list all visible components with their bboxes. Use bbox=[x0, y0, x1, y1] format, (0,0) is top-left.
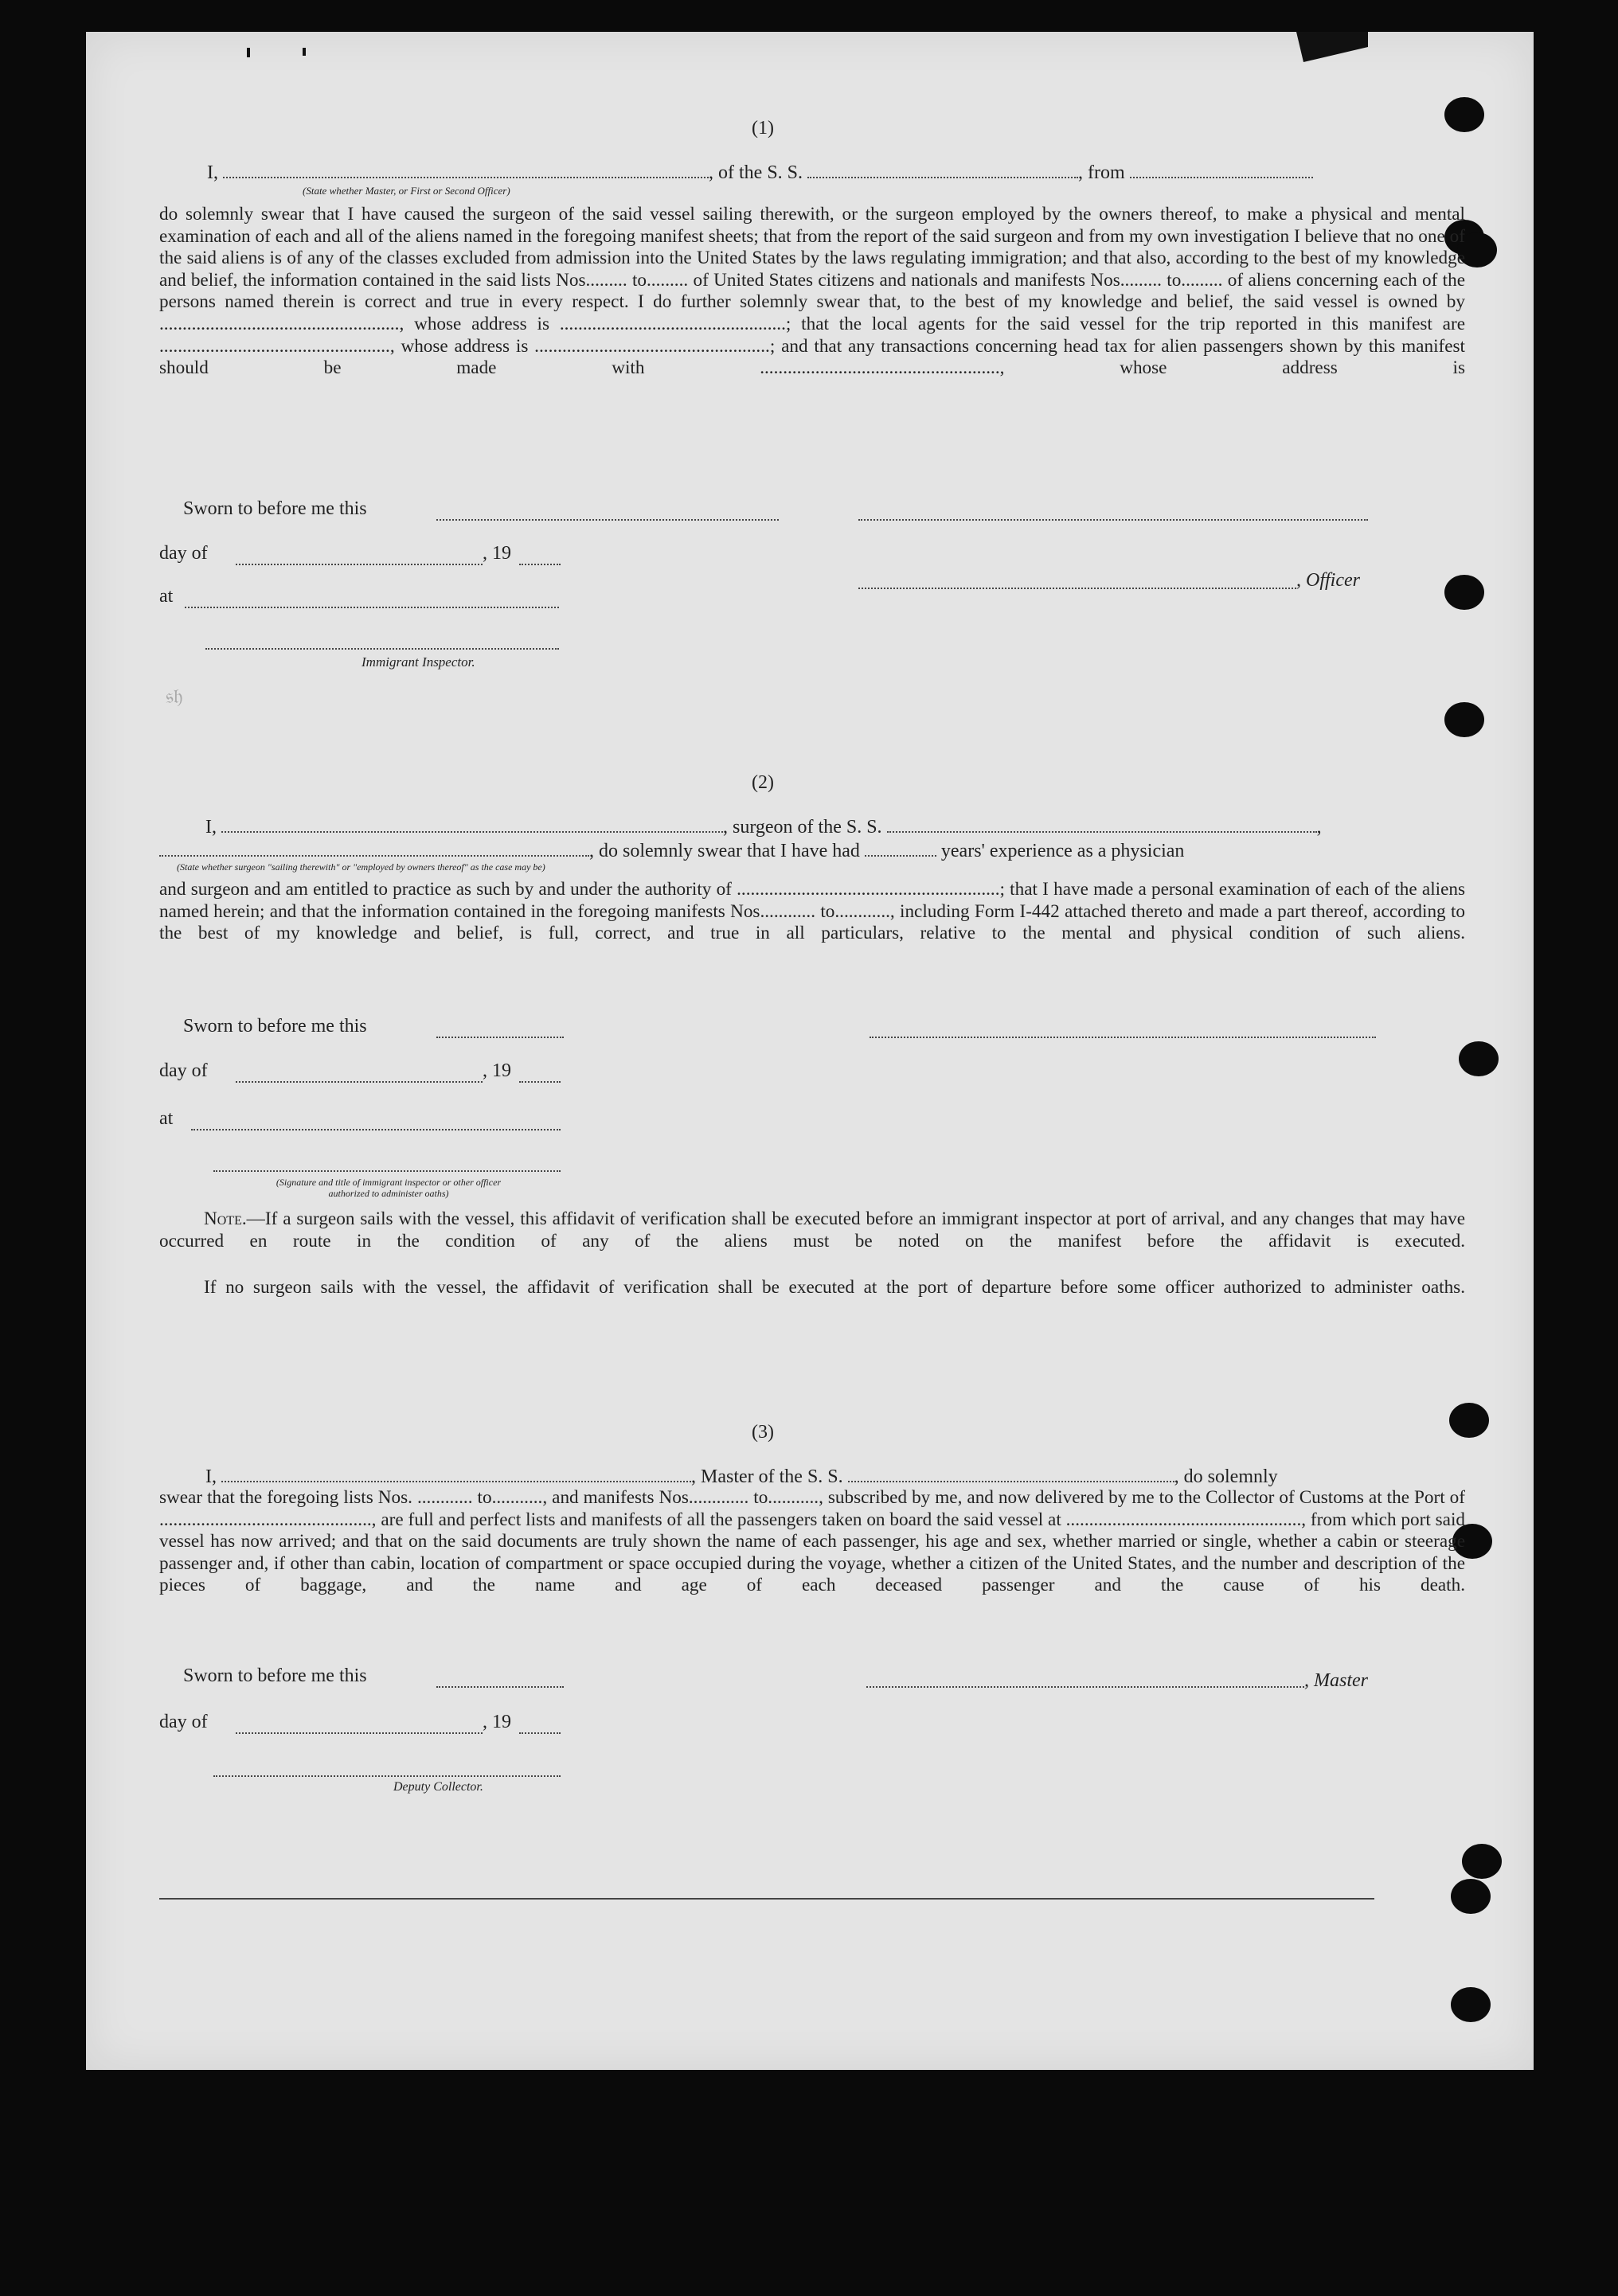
punch-hole bbox=[1462, 1844, 1502, 1879]
punch-hole bbox=[1444, 97, 1484, 132]
label-i: I, bbox=[205, 817, 217, 838]
section-1-day-label: day of bbox=[159, 543, 208, 564]
section-1-officer-field[interactable] bbox=[858, 586, 1296, 589]
section-2-subcaption: (State whether surgeon "sailing therewith" or "employed by owners thereof" as the case may be) bbox=[177, 861, 545, 873]
section-1-subcaption: (State whether Master, or First or Second Officer) bbox=[303, 185, 510, 197]
label-surgeon-ss: , surgeon of the S. S. bbox=[723, 817, 882, 838]
section-2-body: and surgeon and am entitled to practice as such by and under the authority of .........................................................; that I have made a personal examination of each of the aliens named herein; and that the information contained in the foregoing manifests Nos............ to............, including Form I-442 attached thereto and made a part thereof, according to the best of my knowledge and belief, is full, correct, and true in all particulars, relative to the mental and physical condition of such aliens. bbox=[159, 879, 1465, 944]
surgeon-vessel-field[interactable] bbox=[887, 815, 1317, 833]
section-3-year-field[interactable] bbox=[519, 1731, 561, 1734]
label-master-ss: , Master of the S. S. bbox=[691, 1466, 843, 1487]
section-2-note bbox=[159, 1209, 1465, 1252]
section-1-sworn-label: Sworn to before me this bbox=[183, 498, 367, 519]
punch-hole bbox=[1451, 1879, 1491, 1914]
section-1-number: (1) bbox=[752, 118, 774, 139]
section-1-at-field[interactable] bbox=[185, 605, 559, 608]
section-1-signature-field[interactable] bbox=[858, 517, 1368, 521]
section-1-at-label: at bbox=[159, 586, 174, 607]
section-2-at-field[interactable] bbox=[191, 1127, 561, 1130]
section-1-officer-label: , Officer bbox=[1296, 570, 1360, 591]
section-1-day-field[interactable] bbox=[236, 562, 483, 565]
label-swear: , do solemnly swear that I have had bbox=[589, 841, 860, 861]
scan-mark bbox=[247, 48, 250, 57]
section-1-sworn-field[interactable] bbox=[436, 517, 779, 521]
note-text: —If a surgeon sails with the vessel, this affidavit of verification shall be executed before an immigrant inspector at port of arrival, and any changes that may have occurred en route in the condition of any of the aliens must be noted on the manifest before the affidavit is executed. bbox=[159, 1209, 1465, 1251]
section-2-header-line: I, , surgeon of the S. S. , bbox=[205, 817, 1322, 838]
label-years: years' experience as a physician bbox=[940, 841, 1185, 861]
section-2-sworn-label: Sworn to before me this bbox=[183, 1016, 367, 1037]
surgeon-status-field[interactable] bbox=[159, 839, 589, 857]
scan-mark bbox=[1296, 32, 1368, 62]
section-3-day-label: day of bbox=[159, 1712, 208, 1732]
master-vessel-field[interactable] bbox=[848, 1465, 1174, 1482]
master-name-field[interactable] bbox=[221, 1465, 691, 1482]
section-2-day-field[interactable] bbox=[236, 1080, 483, 1083]
section-3-sworn-label: Sworn to before me this bbox=[183, 1665, 367, 1686]
label-do-solemnly: , do solemnly bbox=[1174, 1466, 1278, 1487]
section-3-day-field[interactable] bbox=[236, 1731, 483, 1734]
punch-hole bbox=[1449, 1403, 1489, 1438]
section-3-year-label: , 19 bbox=[483, 1712, 511, 1732]
section-2-year-field[interactable] bbox=[519, 1080, 561, 1083]
section-1-body: do solemnly swear that I have caused the surgeon of the said vessel sailing therewith, or the surgeon employed by the owners thereof, to make a physical and mental examination of each and all of the aliens named in the foregoing manifest sheets; that from the report of the said surgeon and from my own investigation I believe that no one of the said aliens is of any of the classes excluded from admission into the United States by the laws regulating immigration; and that also, according to the best of my knowledge and belief, the information contained in the said lists Nos......... to......... of United States citizens and nationals and manifests Nos......... to......... of aliens concerning each of the persons named therein is correct and true in every respect. I do further solemnly swear that, to the best of my knowledge and belief, the said vessel is owned by ...................................................., whose address is .................................................; that the local agents for the said vessel for the trip reported in this manifest are .................................................., whose address is ...................................................; and that any transactions concerning head tax for alien passengers shown by this manifest should be made with ...................................................., whose address is bbox=[159, 204, 1465, 379]
punch-hole bbox=[1444, 702, 1484, 737]
section-2-year-label: , 19 bbox=[483, 1060, 511, 1081]
punch-hole bbox=[1451, 1987, 1491, 2022]
section-2-signature-field[interactable] bbox=[870, 1035, 1376, 1038]
section-3-body: swear that the foregoing lists Nos. ............ to..........., and manifests Nos............. to..........., subscribed by me, and now delivered by me to the Collector of Customs at the Port of .............................................., are full and perfect lists and manifests of all the passengers taken on board the said vessel at ..................................................., from which port said vessel has now arrived; and that on the said documents are truly shown the name of each passenger, his age and sex, whether married or single, whether a cabin or steerage passenger and, if other than cabin, location of compartment or space occupied during the voyage, whether a citizen of the United States, and the number and description of the pieces of baggage, and the name and age of each deceased passenger and the cause of his death. bbox=[159, 1487, 1465, 1596]
section-3-master-field[interactable] bbox=[866, 1685, 1304, 1688]
section-3-header-line bbox=[205, 1465, 1278, 1488]
label-from: , from bbox=[1078, 162, 1125, 183]
section-2-sworn-field[interactable] bbox=[436, 1035, 564, 1038]
section-3-collector-signature[interactable] bbox=[213, 1774, 561, 1777]
vessel-name-field[interactable] bbox=[807, 161, 1078, 178]
label-i: I, bbox=[205, 1466, 217, 1487]
scan-mark bbox=[303, 48, 306, 56]
from-port-field[interactable] bbox=[1130, 161, 1313, 178]
note-label: Note. bbox=[204, 1209, 247, 1229]
section-1-header-line bbox=[207, 161, 1313, 184]
section-2-day-label: day of bbox=[159, 1060, 208, 1081]
section-2-signature-caption: (Signature and title of immigrant inspector or other officer authorized to administer oaths) bbox=[276, 1177, 502, 1199]
punch-hole bbox=[1444, 575, 1484, 610]
section-3-collector-caption: Deputy Collector. bbox=[393, 1780, 483, 1794]
officer-name-field[interactable] bbox=[223, 161, 709, 178]
section-3-master-label: , Master bbox=[1304, 1670, 1368, 1691]
label-of-ss: , of the S. S. bbox=[709, 162, 803, 183]
section-1-year-field[interactable] bbox=[519, 562, 561, 565]
section-2-swear-line bbox=[159, 839, 1184, 862]
section-2-note-2: If no surgeon sails with the vessel, the affidavit of verification shall be executed at the port of departure before some officer authorized to administer oaths. bbox=[204, 1277, 1465, 1298]
section-3-number: (3) bbox=[752, 1422, 774, 1443]
section-2-number: (2) bbox=[752, 772, 774, 793]
label-i: I, bbox=[207, 162, 218, 183]
bottom-rule bbox=[159, 1898, 1374, 1900]
form-sheet bbox=[86, 32, 1534, 2070]
punch-hole bbox=[1459, 1041, 1499, 1076]
section-3-sworn-field[interactable] bbox=[436, 1685, 564, 1688]
faint-pencil-mark: 𝔰𝔥 bbox=[166, 685, 183, 708]
surgeon-name-field[interactable] bbox=[221, 815, 723, 833]
section-2-inspector-signature[interactable] bbox=[213, 1169, 561, 1172]
section-1-inspector-caption: Immigrant Inspector. bbox=[362, 654, 475, 670]
section-2-at-label: at bbox=[159, 1108, 174, 1129]
section-1-inspector-signature[interactable] bbox=[205, 646, 559, 650]
section-1-year-label: , 19 bbox=[483, 543, 511, 564]
years-experience-field[interactable] bbox=[865, 839, 936, 857]
